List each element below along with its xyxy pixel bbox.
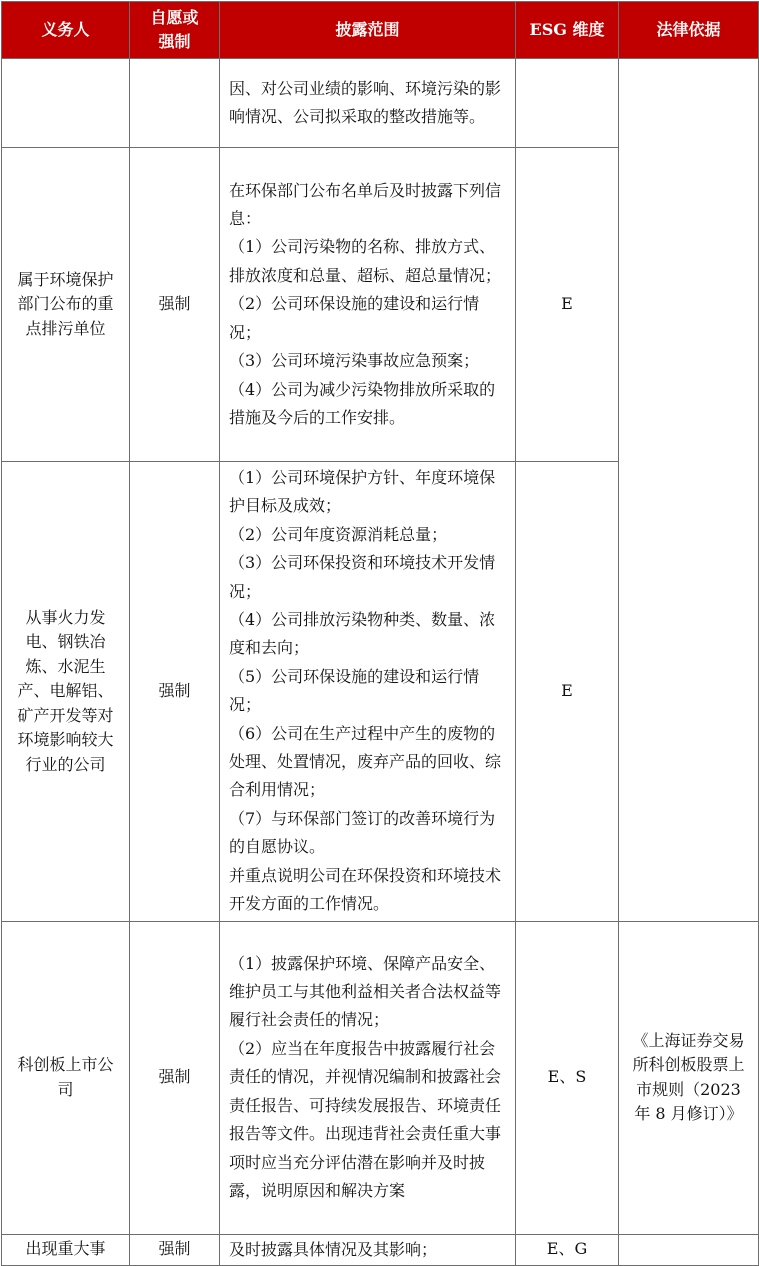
obligor-cell: 出现重大事 [2,1234,130,1265]
scope-line: （4）公司为减少污染物排放所采取的措施及今后的工作安排。 [229,379,496,427]
scope-line: （1）披露保护环境、保障产品安全、维护员工与其他利益相关者合法权益等履行社会责任的情况； [229,953,502,1030]
scope-line: （7）与环保部门签订的改善环境行为的自愿协议。 [229,808,496,857]
scope-cell [220,148,516,462]
scope-line: （2）应当在年度报告中披露履行社会责任的情况，并视情况编制和披露社会责任报告、可持续发展报告、环境责任报告等文件。出现违背社会责任重大事项时应当充分评估潜在影响并及时披露，说明原因和解决方案 [229,1038,502,1200]
scope-line: （5）公司环保设施的建设和运行情况； [229,666,480,715]
scope-line: （1）公司污染物的名称、排放方式、排放浓度和总量、超标、超总量情况； [229,237,502,285]
scope-line: （2）公司环保设施的建设和运行情况； [229,294,480,342]
scope-line: 及时披露具体情况及其影响； [229,1239,438,1259]
scope-line: 并重点说明公司在环保投资和环境技术开发方面的工作情况。 [229,865,502,914]
header-law: 法律依据 [619,2,759,59]
obligor-cell [2,59,130,148]
type-cell: 强制 [130,1234,220,1265]
law-cell: 《上海证券交易所科创板股票上市规则（2023 年 8 月修订）》 [619,921,759,1234]
scope-cell [220,921,516,1234]
table-row [2,921,759,1234]
scope-line: （3）公司环保投资和环境技术开发情况； [229,553,496,601]
esg-cell: E [516,148,619,462]
type-cell: 强制 [130,148,220,462]
esg-cell: E、S [516,921,619,1234]
scope-line: （3）公司环境污染事故应急预案； [229,351,480,371]
header-obligor: 义务人 [2,2,130,59]
scope-cell [220,462,516,922]
scope-line: （4）公司排放污染物种类、数量、浓度和去向； [229,610,496,658]
obligor-cell: 科创板上市公司 [2,921,130,1234]
disclosure-table [1,1,759,1266]
scope-line: 因、对公司业绩的影响、环境污染的影响情况、公司拟采取的整改措施等。 [229,78,502,126]
esg-cell: E、G [516,1234,619,1265]
header-esg: ESG 维度 [516,2,619,59]
scope-line: （1）公司环境保护方针、年度环境保护目标及成效； [229,468,496,516]
type-cell [130,59,220,148]
type-cell: 强制 [130,462,220,922]
scope-line: （2）公司年度资源消耗总量； [229,524,448,544]
table-row [2,59,759,148]
obligor-cell: 属于环境保护部门公布的重点排污单位 [2,148,130,462]
scope-cell [220,59,516,148]
law-cell [619,1234,759,1265]
obligor-cell: 从事火力发电、钢铁冶炼、水泥生产、电解铝、矿产开发等对环境影响较大行业的公司 [2,462,130,922]
esg-cell: E [516,462,619,922]
type-cell: 强制 [130,921,220,1234]
esg-cell [516,59,619,148]
scope-line: 在环保部门公布名单后及时披露下列信息： [229,180,502,229]
header-type [130,2,220,59]
scope-cell [220,1234,516,1265]
scope-line: （6）公司在生产过程中产生的废物的处理、处置情况，废弃产品的回收、综合利用情况； [229,723,502,800]
header-scope: 披露范围 [220,2,516,59]
header-row [2,2,759,59]
header-type-label: 自愿或强制 [150,8,199,51]
law-cell [619,59,759,922]
table-row [2,1234,759,1265]
